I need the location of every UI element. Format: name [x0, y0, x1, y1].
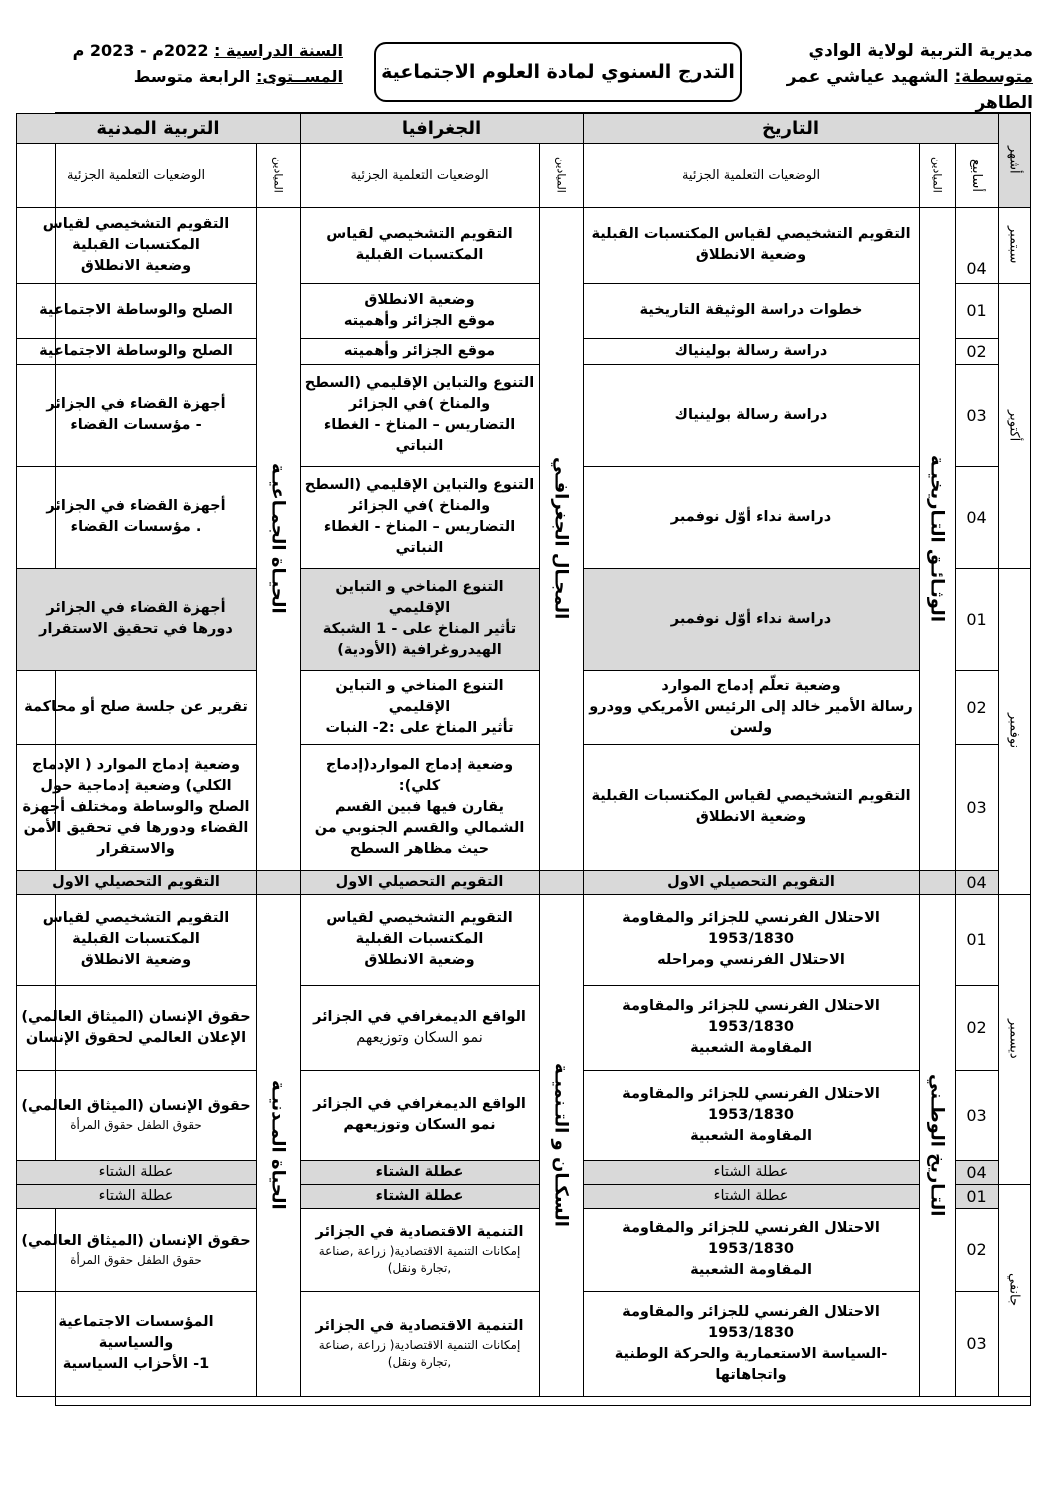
month-december: ديسمبر [998, 894, 1031, 1185]
history-situation: خطوات دراسة الوثيقة التاريخية [583, 283, 920, 339]
school-line [743, 64, 1033, 116]
history-situation: دراسة نداء أوّل نوفمبر [583, 568, 920, 671]
week-cell: 02 [955, 1208, 999, 1292]
civics-situation: الصلح والوساطة الاجتماعية [16, 283, 257, 339]
history-situations-header: الوضعيات التعلمية الجزئية [583, 143, 920, 208]
civics-situation: حقوق الإنسان (الميثاق العالمي) حقوق الطفل حقوق المرأة [16, 1070, 257, 1161]
geography-situation: وضعية إدماج الموارد(إدماج كلي): يقارن فيها فبين القسم الشمالي والقسم الجنوبي من حيث مظاهر السطح [300, 744, 540, 871]
history-situation: التقويم التشخيصي لقياس المكتسبات القبلية وضعية الانطلاق [583, 744, 920, 871]
domain-history-documents: الوثـائـق التـاريخيـة [919, 207, 956, 871]
year-line [58, 38, 343, 64]
level-label: المســتوى: [255, 67, 343, 86]
civics-situation: التقويم التشخيصي لقياس المكتسبات القبلية وضعية الانطلاق [16, 894, 257, 986]
geography-header: الجغرافيا [300, 113, 584, 144]
months-header: أشهر [1006, 146, 1022, 174]
school-label: متوسطة: [954, 67, 1033, 87]
week-cell: 02 [955, 985, 999, 1071]
level-line [58, 64, 343, 90]
domain-civ-civic: الحياة المـدنيـة [256, 894, 301, 1397]
month-november: نوفمبر [998, 568, 1031, 895]
geography-situation: موقع الجزائر وأهميته [300, 338, 540, 365]
geography-situation: التقويم التشخيصي لقياس المكتسبات القبلية وضعية الانطلاق [300, 894, 540, 986]
geography-situation: الواقع الديمغرافي في الجزائر نمو السكان وتوزيعهم [300, 1070, 540, 1161]
week-cell: 02 [955, 670, 999, 745]
week-cell: 03 [955, 744, 999, 871]
civics-situation: عطلة الشتاء [16, 1160, 257, 1185]
domain-civ-collective: الحيـاة الجمـاعيـة [256, 207, 301, 871]
civics-situation: حقوق الإنسان (الميثاق العالمي) حقوق الطفل حقوق المرأة [16, 1208, 257, 1292]
month-september: سبتمبر [998, 207, 1031, 284]
civics-situation: تقرير عن جلسة صلح أو محاكمة [16, 670, 257, 745]
history-situation: عطلة الشتاء [583, 1160, 920, 1185]
history-situation: الاحتلال الفرنسي للجزائر والمقاومة 1953/1830 الاحتلال الفرنسي ومراحله [583, 894, 920, 986]
geography-situation: عطلة الشتاء [300, 1160, 540, 1185]
week-cell: 03 [955, 1070, 999, 1161]
geography-situation: التنوع والتباين الإقليمي (السطح والمناخ )في الجزائر التضاريس – المناخ - الغطاء النباتي [300, 364, 540, 467]
geography-situation: التنوع المناخي و التباين الإقليمي تأثير المناخ على :2- النبات [300, 670, 540, 745]
week-cell: 03 [955, 364, 999, 467]
week-cell: 04 [955, 870, 999, 895]
geography-situation: وضعية الانطلاق موقع الجزائر وأهميته [300, 283, 540, 339]
geography-situations-header: الوضعيات التعلمية الجزئية [300, 143, 540, 208]
civics-header: التربية المدنية [16, 113, 301, 144]
domain-geo-gap [539, 870, 584, 895]
civics-situation: عطلة الشتاء [16, 1184, 257, 1209]
history-situation: دراسة رسالة بولينياك [583, 364, 920, 467]
week-cell: 01 [955, 1184, 999, 1209]
history-domains-header: الميادين [919, 143, 956, 208]
progression-table [21, 112, 1031, 1406]
header-right [743, 38, 1033, 116]
history-situation: الاحتلال الفرنسي للجزائر والمقاومة 1953/1830 المقاومة الشعبية [583, 985, 920, 1071]
history-situation: الاحتلال الفرنسي للجزائر والمقاومة 1953/1830 المقاومة الشعبية [583, 1208, 920, 1292]
week-cell: 03 [955, 1291, 999, 1397]
civics-situation: وضعية إدماج الموارد ( الإدماج الكلي) وضعية إدماجية حول الصلح والوساطة ومختلف أجهزة القضاء ودورها في تحقيق الأمن والاستقرار [16, 744, 257, 871]
civics-domains-header: الميادين [256, 143, 301, 208]
domain-civ-gap [256, 870, 301, 895]
history-situation: التقويم التحصيلي الاول [583, 870, 920, 895]
directorate: مديرية التربية لولاية الوادي [808, 41, 1033, 61]
weeks-header: أسابيع [955, 143, 999, 208]
domain-geo-space: المجـال الجغرافـي [539, 207, 584, 871]
header-left [58, 38, 343, 90]
civics-situation: حقوق الإنسان (الميثاق العالمي) الإعلان العالمي لحقوق الإنسان [16, 985, 257, 1071]
geography-situation: الواقع الديمغرافي في الجزائر نمو السكان وتوزيعهم [300, 985, 540, 1071]
geography-situation: عطلة الشتاء [300, 1184, 540, 1209]
page-title: التدرج السنوي لمادة العلوم الاجتماعية [374, 42, 742, 102]
week-cell: 02 [955, 338, 999, 365]
civics-situation: التقويم التحصيلي الاول [16, 870, 257, 895]
geography-situation: التنمية الاقتصادية في الجزائر إمكانات التنمية الاقتصادية( زراعة ,صناعة ,تجارة ونقل) [300, 1208, 540, 1292]
corner-cell [998, 113, 1031, 208]
history-situation: الاحتلال الفرنسي للجزائر والمقاومة 1953/1830 المقاومة الشعبية [583, 1070, 920, 1161]
civics-situation: التقويم التشخيصي لقياس المكتسبات القبلية وضعية الانطلاق [16, 207, 257, 284]
history-situation: دراسة رسالة بولينياك [583, 338, 920, 365]
year-value: 2022م - 2023 م [72, 41, 209, 60]
level-value: الرابعة متوسط [133, 67, 251, 86]
civics-situations-header: الوضعيات التعلمية الجزئية [16, 143, 257, 208]
history-situation: دراسة نداء أوّل نوفمبر [583, 466, 920, 569]
geography-situation: التقويم التحصيلي الاول [300, 870, 540, 895]
week-cell: 01 [955, 568, 999, 671]
domain-history-national: التـاريخ الوطـني [919, 894, 956, 1397]
month-january: جانفي [998, 1184, 1031, 1397]
history-header: التاريخ [583, 113, 999, 144]
school-name: الشهيد عياشي عمر الطاهر [786, 67, 1033, 113]
civics-situation: أجهزة القضاء في الجزائر دورها في تحقيق الاستقرار [16, 568, 257, 671]
civics-situation: أجهزة القضاء في الجزائر - مؤسسات القضاء [16, 364, 257, 467]
civics-situation: أجهزة القضاء في الجزائر . مؤسسات القضاء [16, 466, 257, 569]
week-cell: 04 [955, 466, 999, 569]
civics-situation: المؤسسات الاجتماعية والسياسية 1- الأحزاب السياسية [16, 1291, 257, 1397]
civics-situation: الصلح والوساطة الاجتماعية [16, 338, 257, 365]
history-situation: التقويم التشخيصي لقياس المكتسبات القبلية وضعية الانطلاق [583, 207, 920, 284]
week-cell: 04 [955, 207, 999, 284]
week-cell: 04 [955, 1160, 999, 1185]
geography-situation: التقويم التشخيصي لقياس المكتسبات القبلية [300, 207, 540, 284]
geography-domains-header: الميادين [539, 143, 584, 208]
week-cell: 01 [955, 283, 999, 339]
year-label: السنة الدراسية : [214, 41, 343, 60]
month-october: أكتوبر [998, 283, 1031, 569]
history-situation: الاحتلال الفرنسي للجزائر والمقاومة 1953/1830 -السياسة الاستعمارية والحركة الوطنية واتجاهاتها [583, 1291, 920, 1397]
geography-situation: التنوع والتباين الإقليمي (السطح والمناخ )في الجزائر التضاريس – المناخ - الغطاء النباتي [300, 466, 540, 569]
domain-geo-population: السكـان و التـنميـة [539, 894, 584, 1397]
geography-situation: التنمية الاقتصادية في الجزائر إمكانات التنمية الاقتصادية( زراعة ,صناعة ,تجارة ونقل) [300, 1291, 540, 1397]
domain-history-gap [919, 870, 956, 895]
history-situation: عطلة الشتاء [583, 1184, 920, 1209]
geography-situation: التنوع المناخي و التباين الإقليمي تأثير المناخ على - 1 الشبكة الهيدروغرافية (الأودية) [300, 568, 540, 671]
week-cell: 01 [955, 894, 999, 986]
history-situation: وضعية تعلّم إدماج الموارد رسالة الأمير خالد إلى الرئيس الأمريكي وودرو ولسن [583, 670, 920, 745]
